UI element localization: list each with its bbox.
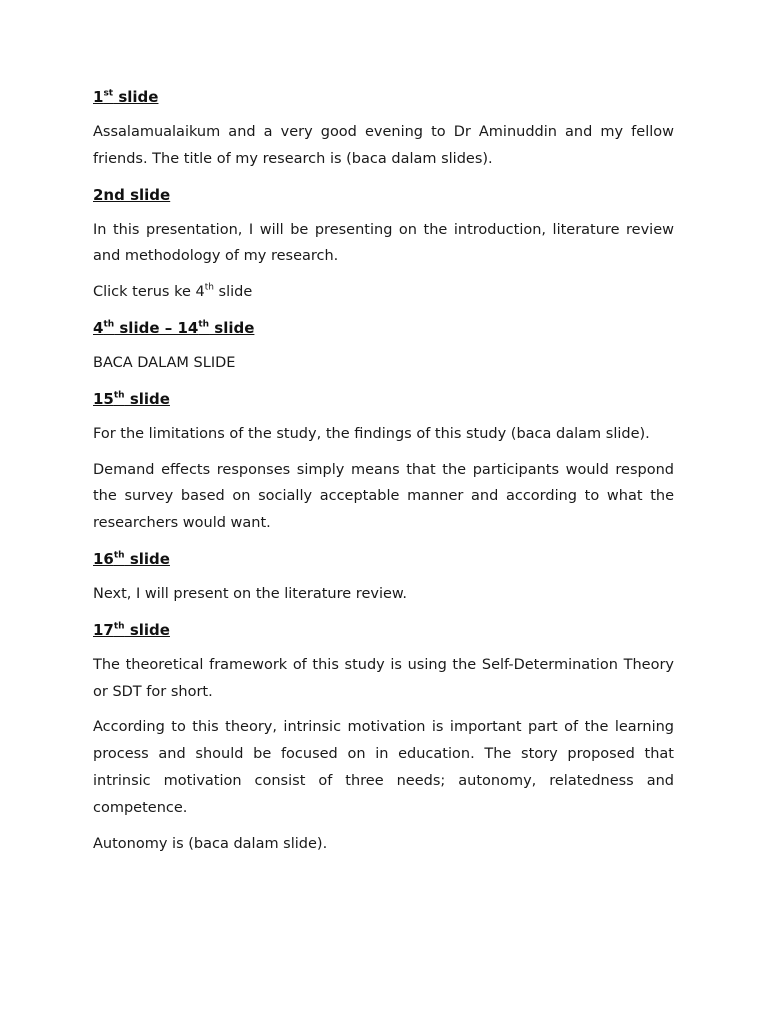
heading-slide-17: 17th slide — [93, 620, 170, 639]
heading-slide-1: 1st slide — [93, 88, 159, 106]
heading-slide-16: 16th slide — [93, 549, 170, 568]
paragraph: Autonomy is (baca dalam slide). — [93, 835, 328, 852]
paragraph: For the limitations of the study, the findings of this study (baca dalam slide). — [93, 425, 650, 442]
heading-slide-2: 2nd slide — [93, 185, 171, 204]
paragraph: Assalamualaikum and a very good evening to Dr Aminuddin and my fellow friends. The title of my research is (baca dalam slides). — [93, 124, 674, 167]
document-page — [93, 84, 674, 866]
heading-slide-4-14: 4th slide – 14th slide — [93, 318, 255, 337]
paragraph: Click terus ke 4th slide — [93, 282, 253, 301]
paragraph: According to this theory, intrinsic motivation is important part of the learning process and should be focused on in education. The story proposed that intrinsic motivation consist of three needs; autonomy, relatedness and competence. — [93, 719, 674, 816]
paragraph: Demand effects responses simply means that the participants would respond the survey based on socially acceptable manner and according to what the researchers would want. — [93, 461, 674, 532]
paragraph: The theoretical framework of this study is using the Self-Determination Theory or SDT for short. — [93, 656, 674, 700]
paragraph: Next, I will present on the literature review. — [93, 585, 408, 602]
paragraph: BACA DALAM SLIDE — [93, 354, 236, 371]
heading-slide-15: 15th slide — [93, 389, 170, 408]
paragraph: In this presentation, I will be presenting on the introduction, literature review and methodology of my research. — [93, 221, 674, 265]
